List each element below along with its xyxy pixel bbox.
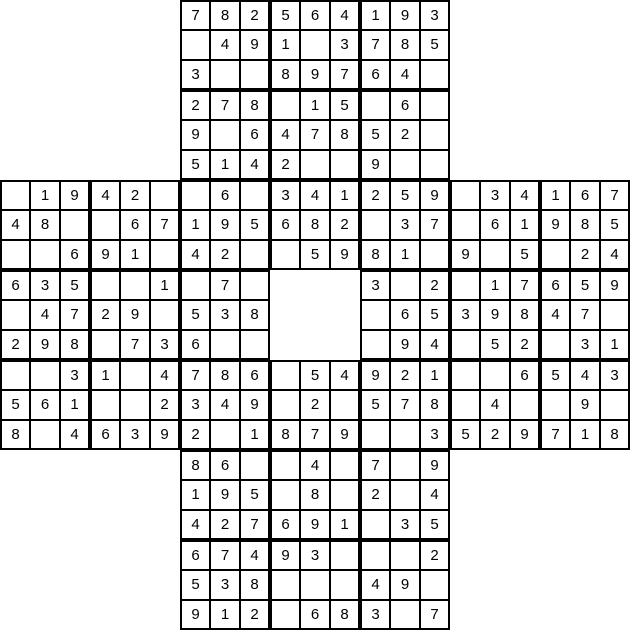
sudoku-cell-c14-r8[interactable] (420, 240, 450, 270)
sudoku-cell-c10-r20[interactable]: 6 (300, 600, 330, 630)
sudoku-cell-c11-r5[interactable] (330, 150, 360, 180)
sudoku-cell-c1-r11[interactable]: 9 (30, 330, 60, 360)
sudoku-cell-c17-r8[interactable]: 5 (510, 240, 540, 270)
sudoku-cell-c10-r16[interactable]: 8 (300, 480, 330, 510)
sudoku-cell-c19-r7[interactable]: 8 (570, 210, 600, 240)
sudoku-cell-c8-r5[interactable]: 4 (240, 150, 270, 180)
sudoku-cell-c2-r8[interactable]: 6 (60, 240, 90, 270)
sudoku-cell-c8-r17[interactable]: 7 (240, 510, 270, 540)
sudoku-cell-c6-r20[interactable]: 9 (180, 600, 210, 630)
sudoku-cell-c3-r14[interactable]: 6 (90, 420, 120, 450)
sudoku-cell-c13-r8[interactable]: 1 (390, 240, 420, 270)
sudoku-cell-c10-r12[interactable]: 5 (300, 360, 330, 390)
sudoku-cell-c2-r13[interactable]: 1 (60, 390, 90, 420)
sudoku-cell-c10-r19[interactable] (300, 570, 330, 600)
sudoku-cell-c8-r14[interactable]: 1 (240, 420, 270, 450)
sudoku-cell-c16-r13[interactable]: 4 (480, 390, 510, 420)
sudoku-cell-c18-r10[interactable]: 4 (540, 300, 570, 330)
sudoku-cell-c0-r7[interactable]: 4 (0, 210, 30, 240)
sudoku-cell-c17-r9[interactable]: 7 (510, 270, 540, 300)
sudoku-cell-c1-r10[interactable]: 4 (30, 300, 60, 330)
sudoku-cell-c13-r0[interactable]: 9 (390, 0, 420, 30)
sudoku-cell-c11-r17[interactable]: 1 (330, 510, 360, 540)
sudoku-cell-c8-r9[interactable] (240, 270, 270, 300)
sudoku-cell-c4-r9[interactable] (120, 270, 150, 300)
sudoku-cell-c3-r11[interactable] (90, 330, 120, 360)
sudoku-cell-c16-r6[interactable]: 3 (480, 180, 510, 210)
sudoku-cell-c18-r9[interactable]: 6 (540, 270, 570, 300)
sudoku-cell-c12-r1[interactable]: 7 (360, 30, 390, 60)
sudoku-cell-c7-r15[interactable]: 6 (210, 450, 240, 480)
sudoku-cell-c13-r15[interactable] (390, 450, 420, 480)
sudoku-cell-c11-r2[interactable]: 7 (330, 60, 360, 90)
sudoku-cell-c10-r5[interactable] (300, 150, 330, 180)
sudoku-cell-c7-r9[interactable]: 7 (210, 270, 240, 300)
sudoku-cell-c9-r4[interactable]: 4 (270, 120, 300, 150)
sudoku-cell-c8-r10[interactable]: 8 (240, 300, 270, 330)
sudoku-cell-c15-r10[interactable]: 3 (450, 300, 480, 330)
sudoku-cell-c3-r9[interactable] (90, 270, 120, 300)
sudoku-cell-c5-r11[interactable]: 3 (150, 330, 180, 360)
sudoku-cell-c6-r18[interactable]: 6 (180, 540, 210, 570)
sudoku-cell-c10-r7[interactable]: 8 (300, 210, 330, 240)
sudoku-cell-c9-r19[interactable] (270, 570, 300, 600)
sudoku-cell-c15-r14[interactable]: 5 (450, 420, 480, 450)
sudoku-cell-c7-r11[interactable] (210, 330, 240, 360)
sudoku-cell-c5-r10[interactable] (150, 300, 180, 330)
sudoku-cell-c12-r7[interactable] (360, 210, 390, 240)
sudoku-cell-c20-r9[interactable]: 9 (600, 270, 630, 300)
sudoku-cell-c11-r8[interactable]: 9 (330, 240, 360, 270)
sudoku-cell-c11-r12[interactable]: 4 (330, 360, 360, 390)
sudoku-cell-c14-r19[interactable] (420, 570, 450, 600)
sudoku-cell-c8-r18[interactable]: 4 (240, 540, 270, 570)
sudoku-cell-c6-r2[interactable]: 3 (180, 60, 210, 90)
sudoku-cell-c5-r7[interactable]: 7 (150, 210, 180, 240)
sudoku-cell-c14-r0[interactable]: 3 (420, 0, 450, 30)
sudoku-cell-c8-r16[interactable]: 5 (240, 480, 270, 510)
sudoku-cell-c10-r17[interactable]: 9 (300, 510, 330, 540)
sudoku-cell-c4-r11[interactable]: 7 (120, 330, 150, 360)
sudoku-cell-c6-r1[interactable] (180, 30, 210, 60)
sudoku-cell-c17-r6[interactable]: 4 (510, 180, 540, 210)
sudoku-cell-c7-r13[interactable]: 4 (210, 390, 240, 420)
sudoku-cell-c11-r20[interactable]: 8 (330, 600, 360, 630)
sudoku-cell-c10-r4[interactable]: 7 (300, 120, 330, 150)
sudoku-cell-c4-r7[interactable]: 6 (120, 210, 150, 240)
sudoku-cell-c2-r12[interactable]: 3 (60, 360, 90, 390)
sudoku-cell-c11-r15[interactable] (330, 450, 360, 480)
sudoku-cell-c8-r12[interactable]: 6 (240, 360, 270, 390)
sudoku-cell-c18-r13[interactable] (540, 390, 570, 420)
sudoku-cell-c6-r5[interactable]: 5 (180, 150, 210, 180)
sudoku-cell-c8-r11[interactable] (240, 330, 270, 360)
sudoku-cell-c14-r5[interactable] (420, 150, 450, 180)
sudoku-cell-c11-r0[interactable]: 4 (330, 0, 360, 30)
sudoku-cell-c14-r11[interactable]: 4 (420, 330, 450, 360)
sudoku-cell-c13-r12[interactable]: 2 (390, 360, 420, 390)
sudoku-cell-c17-r14[interactable]: 9 (510, 420, 540, 450)
sudoku-cell-c4-r13[interactable] (120, 390, 150, 420)
sudoku-cell-c0-r10[interactable] (0, 300, 30, 330)
sudoku-cell-c6-r12[interactable]: 7 (180, 360, 210, 390)
sudoku-cell-c9-r8[interactable] (270, 240, 300, 270)
sudoku-cell-c6-r8[interactable]: 4 (180, 240, 210, 270)
sudoku-cell-c7-r3[interactable]: 7 (210, 90, 240, 120)
sudoku-cell-c11-r1[interactable]: 3 (330, 30, 360, 60)
sudoku-cell-c14-r17[interactable]: 5 (420, 510, 450, 540)
sudoku-cell-c20-r13[interactable] (600, 390, 630, 420)
sudoku-cell-c13-r1[interactable]: 8 (390, 30, 420, 60)
sudoku-cell-c14-r1[interactable]: 5 (420, 30, 450, 60)
sudoku-cell-c3-r12[interactable]: 1 (90, 360, 120, 390)
sudoku-cell-c12-r2[interactable]: 6 (360, 60, 390, 90)
sudoku-cell-c8-r1[interactable]: 9 (240, 30, 270, 60)
sudoku-cell-c18-r14[interactable]: 7 (540, 420, 570, 450)
sudoku-cell-c9-r15[interactable] (270, 450, 300, 480)
sudoku-cell-c8-r0[interactable]: 2 (240, 0, 270, 30)
sudoku-cell-c12-r5[interactable]: 9 (360, 150, 390, 180)
sudoku-cell-c3-r13[interactable] (90, 390, 120, 420)
sudoku-cell-c2-r11[interactable]: 8 (60, 330, 90, 360)
sudoku-cell-c7-r7[interactable]: 9 (210, 210, 240, 240)
sudoku-cell-c9-r2[interactable]: 8 (270, 60, 300, 90)
sudoku-cell-c10-r3[interactable]: 1 (300, 90, 330, 120)
sudoku-cell-c16-r11[interactable]: 5 (480, 330, 510, 360)
sudoku-cell-c9-r20[interactable] (270, 600, 300, 630)
sudoku-cell-c17-r12[interactable]: 6 (510, 360, 540, 390)
sudoku-cell-c6-r6[interactable] (180, 180, 210, 210)
sudoku-cell-c12-r10[interactable] (360, 300, 390, 330)
sudoku-cell-c9-r7[interactable]: 6 (270, 210, 300, 240)
sudoku-cell-c13-r5[interactable] (390, 150, 420, 180)
sudoku-cell-c8-r6[interactable] (240, 180, 270, 210)
sudoku-cell-c8-r15[interactable] (240, 450, 270, 480)
sudoku-cell-c7-r2[interactable] (210, 60, 240, 90)
sudoku-cell-c10-r18[interactable]: 3 (300, 540, 330, 570)
sudoku-cell-c9-r14[interactable]: 8 (270, 420, 300, 450)
sudoku-cell-c7-r10[interactable]: 3 (210, 300, 240, 330)
sudoku-cell-c15-r7[interactable] (450, 210, 480, 240)
sudoku-cell-c14-r15[interactable]: 9 (420, 450, 450, 480)
sudoku-cell-c13-r10[interactable]: 6 (390, 300, 420, 330)
sudoku-cell-c12-r20[interactable]: 3 (360, 600, 390, 630)
sudoku-cell-c2-r9[interactable]: 5 (60, 270, 90, 300)
sudoku-cell-c14-r9[interactable]: 2 (420, 270, 450, 300)
sudoku-cell-c6-r10[interactable]: 5 (180, 300, 210, 330)
sudoku-cell-c9-r6[interactable]: 3 (270, 180, 300, 210)
sudoku-cell-c11-r13[interactable] (330, 390, 360, 420)
sudoku-cell-c19-r12[interactable]: 4 (570, 360, 600, 390)
sudoku-cell-c15-r11[interactable] (450, 330, 480, 360)
sudoku-cell-c7-r5[interactable]: 1 (210, 150, 240, 180)
sudoku-cell-c19-r14[interactable]: 1 (570, 420, 600, 450)
sudoku-cell-c13-r9[interactable] (390, 270, 420, 300)
sudoku-cell-c9-r3[interactable] (270, 90, 300, 120)
sudoku-cell-c0-r8[interactable] (0, 240, 30, 270)
sudoku-cell-c16-r12[interactable] (480, 360, 510, 390)
sudoku-cell-c2-r10[interactable]: 7 (60, 300, 90, 330)
sudoku-cell-c17-r11[interactable]: 2 (510, 330, 540, 360)
sudoku-cell-c1-r7[interactable]: 8 (30, 210, 60, 240)
sudoku-cell-c18-r7[interactable]: 9 (540, 210, 570, 240)
sudoku-cell-c14-r12[interactable]: 1 (420, 360, 450, 390)
sudoku-cell-c18-r6[interactable]: 1 (540, 180, 570, 210)
sudoku-cell-c14-r4[interactable] (420, 120, 450, 150)
sudoku-cell-c6-r17[interactable]: 4 (180, 510, 210, 540)
sudoku-cell-c12-r0[interactable]: 1 (360, 0, 390, 30)
sudoku-cell-c11-r18[interactable] (330, 540, 360, 570)
sudoku-cell-c19-r6[interactable]: 6 (570, 180, 600, 210)
sudoku-cell-c5-r14[interactable]: 9 (150, 420, 180, 450)
sudoku-cell-c5-r6[interactable] (150, 180, 180, 210)
sudoku-cell-c0-r13[interactable]: 5 (0, 390, 30, 420)
sudoku-cell-c9-r0[interactable]: 5 (270, 0, 300, 30)
sudoku-cell-c6-r7[interactable]: 1 (180, 210, 210, 240)
sudoku-cell-c18-r11[interactable] (540, 330, 570, 360)
sudoku-cell-c8-r8[interactable] (240, 240, 270, 270)
sudoku-cell-c10-r8[interactable]: 5 (300, 240, 330, 270)
sudoku-cell-c16-r10[interactable]: 9 (480, 300, 510, 330)
sudoku-cell-c10-r13[interactable]: 2 (300, 390, 330, 420)
sudoku-cell-c0-r14[interactable]: 8 (0, 420, 30, 450)
sudoku-cell-c14-r13[interactable]: 8 (420, 390, 450, 420)
sudoku-cell-c7-r20[interactable]: 1 (210, 600, 240, 630)
sudoku-cell-c13-r2[interactable]: 4 (390, 60, 420, 90)
sudoku-cell-c11-r16[interactable] (330, 480, 360, 510)
sudoku-cell-c10-r6[interactable]: 4 (300, 180, 330, 210)
sudoku-cell-c20-r6[interactable]: 7 (600, 180, 630, 210)
sudoku-cell-c15-r9[interactable] (450, 270, 480, 300)
sudoku-cell-c13-r7[interactable]: 3 (390, 210, 420, 240)
sudoku-cell-c3-r8[interactable]: 9 (90, 240, 120, 270)
sudoku-cell-c6-r3[interactable]: 2 (180, 90, 210, 120)
sudoku-cell-c12-r8[interactable]: 8 (360, 240, 390, 270)
sudoku-cell-c20-r10[interactable] (600, 300, 630, 330)
sudoku-cell-c9-r5[interactable]: 2 (270, 150, 300, 180)
sudoku-cell-c2-r6[interactable]: 9 (60, 180, 90, 210)
sudoku-cell-c19-r10[interactable]: 7 (570, 300, 600, 330)
sudoku-cell-c15-r12[interactable] (450, 360, 480, 390)
sudoku-cell-c12-r19[interactable]: 4 (360, 570, 390, 600)
sudoku-cell-c12-r11[interactable] (360, 330, 390, 360)
sudoku-cell-c19-r13[interactable]: 9 (570, 390, 600, 420)
sudoku-cell-c11-r6[interactable]: 1 (330, 180, 360, 210)
sudoku-cell-c7-r12[interactable]: 8 (210, 360, 240, 390)
sudoku-cell-c7-r14[interactable] (210, 420, 240, 450)
sudoku-cell-c9-r1[interactable]: 1 (270, 30, 300, 60)
sudoku-cell-c12-r12[interactable]: 9 (360, 360, 390, 390)
sudoku-cell-c13-r6[interactable]: 5 (390, 180, 420, 210)
sudoku-cell-c14-r20[interactable]: 7 (420, 600, 450, 630)
sudoku-cell-c14-r2[interactable] (420, 60, 450, 90)
sudoku-cell-c8-r3[interactable]: 8 (240, 90, 270, 120)
sudoku-cell-c9-r13[interactable] (270, 390, 300, 420)
sudoku-cell-c1-r6[interactable]: 1 (30, 180, 60, 210)
sudoku-cell-c12-r15[interactable]: 7 (360, 450, 390, 480)
sudoku-cell-c0-r11[interactable]: 2 (0, 330, 30, 360)
sudoku-cell-c0-r6[interactable] (0, 180, 30, 210)
sudoku-cell-c12-r16[interactable]: 2 (360, 480, 390, 510)
sudoku-cell-c20-r11[interactable]: 1 (600, 330, 630, 360)
sudoku-cell-c1-r8[interactable] (30, 240, 60, 270)
sudoku-cell-c16-r7[interactable]: 6 (480, 210, 510, 240)
sudoku-cell-c1-r13[interactable]: 6 (30, 390, 60, 420)
sudoku-cell-c7-r16[interactable]: 9 (210, 480, 240, 510)
sudoku-cell-c10-r0[interactable]: 6 (300, 0, 330, 30)
sudoku-cell-c13-r4[interactable]: 2 (390, 120, 420, 150)
sudoku-cell-c17-r7[interactable]: 1 (510, 210, 540, 240)
sudoku-cell-c6-r15[interactable]: 8 (180, 450, 210, 480)
sudoku-cell-c11-r19[interactable] (330, 570, 360, 600)
sudoku-cell-c6-r4[interactable]: 9 (180, 120, 210, 150)
sudoku-cell-c13-r16[interactable] (390, 480, 420, 510)
sudoku-cell-c10-r2[interactable]: 9 (300, 60, 330, 90)
sudoku-cell-c10-r14[interactable]: 7 (300, 420, 330, 450)
sudoku-cell-c18-r8[interactable] (540, 240, 570, 270)
sudoku-cell-c0-r9[interactable]: 6 (0, 270, 30, 300)
sudoku-cell-c7-r0[interactable]: 8 (210, 0, 240, 30)
sudoku-cell-c11-r7[interactable]: 2 (330, 210, 360, 240)
sudoku-cell-c19-r11[interactable]: 3 (570, 330, 600, 360)
sudoku-cell-c4-r14[interactable]: 3 (120, 420, 150, 450)
sudoku-cell-c6-r0[interactable]: 7 (180, 0, 210, 30)
sudoku-cell-c8-r7[interactable]: 5 (240, 210, 270, 240)
sudoku-cell-c14-r18[interactable]: 2 (420, 540, 450, 570)
sudoku-cell-c14-r14[interactable]: 3 (420, 420, 450, 450)
sudoku-cell-c16-r14[interactable]: 2 (480, 420, 510, 450)
sudoku-cell-c19-r8[interactable]: 2 (570, 240, 600, 270)
sudoku-cell-c19-r9[interactable]: 5 (570, 270, 600, 300)
sudoku-cell-c12-r14[interactable] (360, 420, 390, 450)
sudoku-cell-c2-r7[interactable] (60, 210, 90, 240)
sudoku-cell-c8-r4[interactable]: 6 (240, 120, 270, 150)
sudoku-cell-c3-r6[interactable]: 4 (90, 180, 120, 210)
sudoku-cell-c8-r2[interactable] (240, 60, 270, 90)
sudoku-cell-c4-r10[interactable]: 9 (120, 300, 150, 330)
sudoku-cell-c12-r6[interactable]: 2 (360, 180, 390, 210)
sudoku-cell-c12-r9[interactable]: 3 (360, 270, 390, 300)
sudoku-cell-c10-r1[interactable] (300, 30, 330, 60)
sudoku-cell-c20-r14[interactable]: 8 (600, 420, 630, 450)
sudoku-cell-c5-r12[interactable]: 4 (150, 360, 180, 390)
sudoku-cell-c9-r18[interactable]: 9 (270, 540, 300, 570)
sudoku-cell-c5-r13[interactable]: 2 (150, 390, 180, 420)
sudoku-cell-c3-r7[interactable] (90, 210, 120, 240)
sudoku-cell-c9-r12[interactable] (270, 360, 300, 390)
sudoku-cell-c1-r12[interactable] (30, 360, 60, 390)
sudoku-cell-c9-r16[interactable] (270, 480, 300, 510)
sudoku-cell-c6-r16[interactable]: 1 (180, 480, 210, 510)
sudoku-cell-c20-r12[interactable]: 3 (600, 360, 630, 390)
sudoku-cell-c13-r20[interactable] (390, 600, 420, 630)
sudoku-cell-c4-r12[interactable] (120, 360, 150, 390)
sudoku-cell-c4-r6[interactable]: 2 (120, 180, 150, 210)
sudoku-cell-c12-r4[interactable]: 5 (360, 120, 390, 150)
sudoku-cell-c14-r10[interactable]: 5 (420, 300, 450, 330)
sudoku-cell-c5-r8[interactable] (150, 240, 180, 270)
sudoku-cell-c8-r20[interactable]: 2 (240, 600, 270, 630)
sudoku-cell-c13-r14[interactable] (390, 420, 420, 450)
sudoku-cell-c12-r13[interactable]: 5 (360, 390, 390, 420)
sudoku-cell-c13-r11[interactable]: 9 (390, 330, 420, 360)
sudoku-cell-c16-r9[interactable]: 1 (480, 270, 510, 300)
sudoku-cell-c0-r12[interactable] (0, 360, 30, 390)
sudoku-cell-c5-r9[interactable]: 1 (150, 270, 180, 300)
sudoku-cell-c3-r10[interactable]: 2 (90, 300, 120, 330)
sudoku-cell-c8-r19[interactable]: 8 (240, 570, 270, 600)
sudoku-cell-c12-r17[interactable] (360, 510, 390, 540)
sudoku-cell-c7-r8[interactable]: 2 (210, 240, 240, 270)
sudoku-cell-c1-r14[interactable] (30, 420, 60, 450)
sudoku-cell-c9-r17[interactable]: 6 (270, 510, 300, 540)
sudoku-cell-c10-r15[interactable]: 4 (300, 450, 330, 480)
sudoku-cell-c15-r8[interactable]: 9 (450, 240, 480, 270)
sudoku-cell-c15-r6[interactable] (450, 180, 480, 210)
sudoku-cell-c12-r3[interactable] (360, 90, 390, 120)
sudoku-cell-c12-r18[interactable] (360, 540, 390, 570)
sudoku-cell-c11-r3[interactable]: 5 (330, 90, 360, 120)
sudoku-cell-c18-r12[interactable]: 5 (540, 360, 570, 390)
sudoku-cell-c11-r4[interactable]: 8 (330, 120, 360, 150)
sudoku-cell-c7-r17[interactable]: 2 (210, 510, 240, 540)
sudoku-cell-c13-r3[interactable]: 6 (390, 90, 420, 120)
sudoku-cell-c7-r1[interactable]: 4 (210, 30, 240, 60)
sudoku-cell-c6-r11[interactable]: 6 (180, 330, 210, 360)
sudoku-cell-c11-r14[interactable]: 9 (330, 420, 360, 450)
sudoku-cell-c2-r14[interactable]: 4 (60, 420, 90, 450)
sudoku-cell-c6-r9[interactable] (180, 270, 210, 300)
sudoku-cell-c7-r6[interactable]: 6 (210, 180, 240, 210)
sudoku-cell-c6-r14[interactable]: 2 (180, 420, 210, 450)
sudoku-cell-c13-r13[interactable]: 7 (390, 390, 420, 420)
sudoku-cell-c13-r18[interactable] (390, 540, 420, 570)
sudoku-cell-c14-r16[interactable]: 4 (420, 480, 450, 510)
sudoku-cell-c16-r8[interactable] (480, 240, 510, 270)
sudoku-cell-c17-r13[interactable] (510, 390, 540, 420)
sudoku-cell-c14-r7[interactable]: 7 (420, 210, 450, 240)
sudoku-cell-c17-r10[interactable]: 8 (510, 300, 540, 330)
sudoku-cell-c8-r13[interactable]: 9 (240, 390, 270, 420)
sudoku-cell-c14-r3[interactable] (420, 90, 450, 120)
sudoku-cell-c13-r17[interactable]: 3 (390, 510, 420, 540)
sudoku-cell-c7-r19[interactable]: 3 (210, 570, 240, 600)
sudoku-cell-c15-r13[interactable] (450, 390, 480, 420)
sudoku-cell-c1-r9[interactable]: 3 (30, 270, 60, 300)
sudoku-cell-c4-r8[interactable]: 1 (120, 240, 150, 270)
sudoku-cell-c14-r6[interactable]: 9 (420, 180, 450, 210)
sudoku-cell-c7-r4[interactable] (210, 120, 240, 150)
sudoku-cell-c6-r13[interactable]: 3 (180, 390, 210, 420)
sudoku-cell-c13-r19[interactable]: 9 (390, 570, 420, 600)
sudoku-cell-c20-r8[interactable]: 4 (600, 240, 630, 270)
sudoku-cell-c20-r7[interactable]: 5 (600, 210, 630, 240)
sudoku-cell-c7-r18[interactable]: 7 (210, 540, 240, 570)
sudoku-cell-c6-r19[interactable]: 5 (180, 570, 210, 600)
